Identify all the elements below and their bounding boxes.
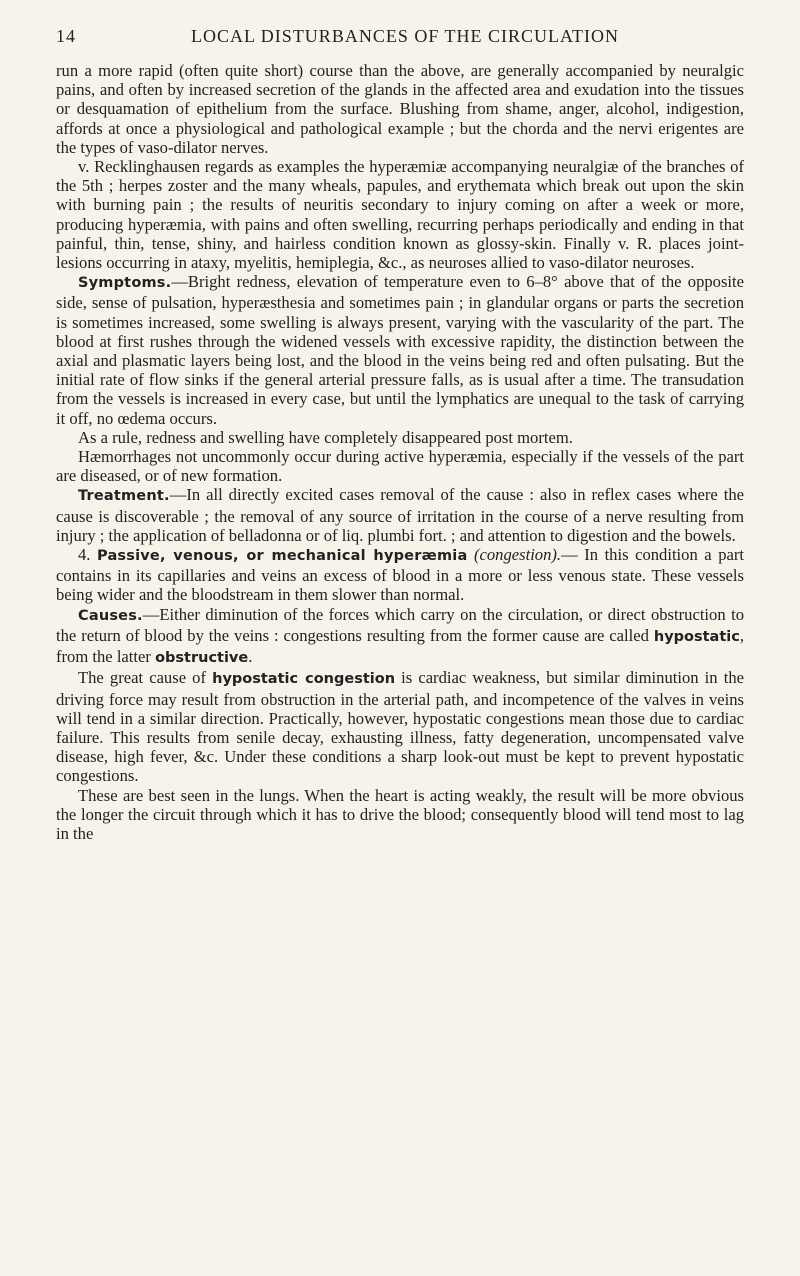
paragraph-hypostatic-congestion — [56, 668, 744, 785]
page-number: 14 — [56, 26, 76, 46]
paragraph-passive-hyperaemia — [56, 545, 744, 605]
section-number: 4. — [78, 545, 91, 565]
paragraph-lungs: These are best seen in the lungs. When the heart is acting weakly, the result will be more obvious the longer the circuit through which it has to drive the blood; consequently blood will tend most to lag in the — [56, 785, 744, 843]
page-header — [56, 26, 744, 47]
paragraph-causes — [56, 605, 744, 669]
causes-text-c: . — [248, 647, 253, 667]
passive-hyperaemia-text: — In this condition a part contains in its capillaries and veins an excess of blood in a more or less venous state. These vessels being wider and the bloodstream in them slower than normal. — [56, 545, 745, 605]
paragraph-haemorrhages: Hæmorrhages not uncommonly occur during active hyperæmia, especially if the vessels of the part are diseased, or of new formation. — [56, 447, 744, 486]
hypostatic-text-b: is cardiac weakness, but similar diminution in the driving force may result from obstruction in the arterial path, and incompetence of the valves in veins will tend in a similar direction. Practically, however, hypostatic congestions mean those due to cardiac failure. This results from senile decay, exhausting illness, fatty degeneration, uncompensated valve disease, high fever, &c. Under these conditions a sharp look-out must be kept to prevent hypostatic congestions. — [56, 668, 744, 786]
causes-text-b: , from the latter — [56, 625, 744, 667]
obstructive-term: obstructive — [155, 650, 249, 667]
paragraph-post-mortem: As a rule, redness and swelling have completely disappeared post mortem. — [78, 427, 573, 447]
treatment-heading: Treatment. — [78, 488, 170, 505]
treatment-text: —In all directly excited cases removal of the cause : also in reflex cases where the cause is discoverable ; the removal of any source of irritation in the course of a nerve resulting from injury ; the application of belladonna or of liq. plumbi fort. ; and attention to digestion and the bowels. — [56, 485, 744, 545]
causes-heading: Causes. — [78, 607, 143, 624]
hypostatic-text-a: The great cause of — [78, 668, 213, 688]
hypostatic-congestion-term: hypostatic congestion — [212, 671, 396, 688]
passive-hyperaemia-heading: Passive, venous, or mechanical hyperæmia — [97, 548, 468, 565]
symptoms-text: —Bright redness, elevation of temperature even to 6–8° above that of the opposite side, sense of pulsation, hyperæsthesia and sometimes pain ; in glandular organs or parts the secretion is sometimes increased, some swelling is always present, varying with the vascularity of the part. The blood at first rushes through the widened vessels with excessive rapidity, the distinction between the axial and plasmatic layers being lost, and the blood in the veins being red and often pulsating. But the initial rate of flow sinks if the general arterial pressure falls, as is usual after a time. The transudation from the vessels is increased in every case, but until the lymphatics are unequal to the task of carrying it off, no œdema occurs. — [56, 272, 744, 428]
body-text — [56, 61, 744, 843]
paragraph-recklinghausen: v. Recklinghausen regards as examples the hyperæmiæ accompanying neuralgiæ of the branches of the 5th ; herpes zoster and the many wheals, papules, and erythemata which break out upon the skin with burning pain ; the results of neuritis secondary to injury coming on after a week or more, producing hyperæmia, with pains and often swelling, recurring perhaps periodically and ending in that painful, thin, tense, shiny, and hairless condition known as glossy-skin. Finally v. R. places joint-lesions occurring in ataxy, myelitis, hemiplegia, &c., as neuroses allied to vaso-dilator neuroses. — [56, 157, 744, 273]
paragraph-treatment — [56, 485, 744, 545]
causes-text-a: —Either diminution of the forces which carry on the circulation, or direct obstruction to the return of blood by the veins : congestions resulting from the former cause are called — [56, 604, 744, 645]
congestion-term: (congestion). — [473, 545, 562, 565]
paragraph-symptoms — [56, 272, 744, 428]
hypostatic-term: hypostatic — [653, 628, 740, 645]
paragraph-continuation: run a more rapid (often quite short) course than the above, are generally accompanied by neuralgic pains, and often by increased secretion of the glands in the affected area and exudation into the tissues or desquamation of epithelium from the surface. Blushing from shame, anger, alcohol, indigestion, affords at once a physiological and pathological example ; but the chorda and the nervi erigentes are the types of vaso-dilator nerves. — [56, 61, 744, 157]
symptoms-heading: Symptoms. — [78, 275, 172, 292]
running-title: LOCAL DISTURBANCES OF THE CIRCULATION — [190, 26, 620, 46]
